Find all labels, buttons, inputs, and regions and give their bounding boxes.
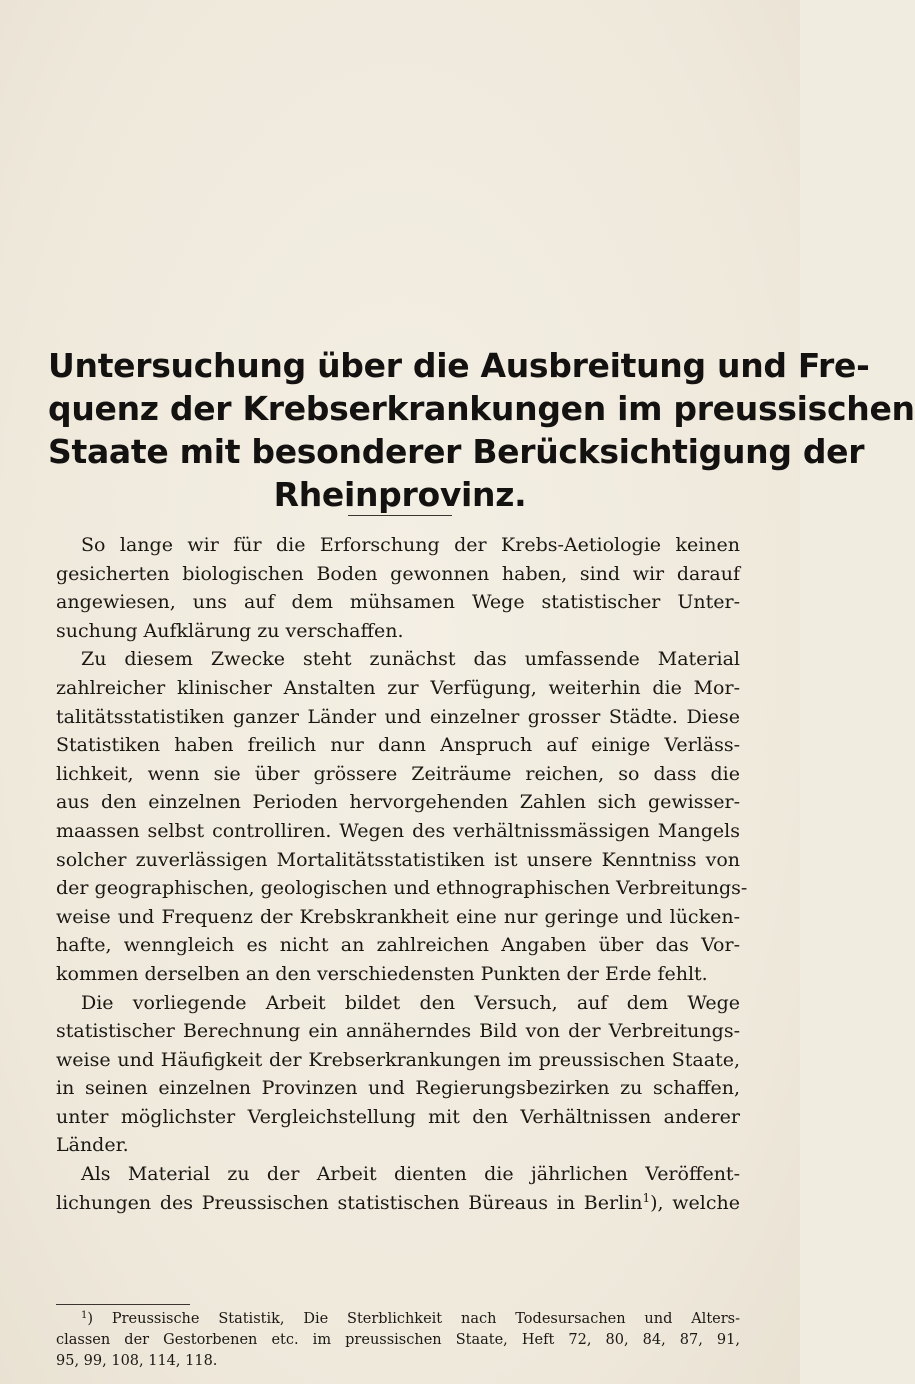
text-line: kommen derselben an den verschiedensten Punkten der Erde fehlt.	[56, 962, 708, 985]
text-line: hafte, wenngleich es nicht an zahlreichen Angaben über das Vor-	[56, 934, 740, 957]
chapter-title	[48, 344, 915, 516]
text-line	[56, 1189, 740, 1218]
text-line: Statistiken haben freilich nur dann Anspruch auf einige Verläss-	[56, 734, 740, 757]
title-line: quenz der Krebserkrankungen im preussischen	[48, 389, 915, 428]
body-text	[56, 531, 748, 1217]
text-line: angewiesen, uns auf dem mühsamen Wege statistischer Unter-	[56, 591, 740, 614]
footnote-divider	[56, 1304, 190, 1305]
title-line: Staate mit besonderer Berücksichtigung der	[48, 432, 865, 471]
title-line: Untersuchung über die Ausbreitung und Fre-	[48, 346, 870, 385]
text-line: solcher zuverlässigen Mortalitätsstatistiken ist unsere Kenntniss von	[56, 848, 740, 871]
text-line: weise und Häufigkeit der Krebserkrankungen im preussischen Staate,	[56, 1048, 740, 1071]
text-line: Die vorliegende Arbeit bildet den Versuch, auf dem Wege	[81, 991, 740, 1014]
text-line: Zu diesem Zwecke steht zunächst das umfassende Material	[81, 648, 740, 671]
text-line: So lange wir für die Erforschung der Krebs-Aetiologie keinen	[81, 534, 740, 556]
text-line: unter möglichster Vergleichstellung mit den Verhältnissen anderer	[56, 1105, 740, 1128]
text-line: gesicherten biologischen Boden gewonnen haben, sind wir darauf	[56, 562, 740, 585]
text-line: suchung Aufklärung zu verschaffen.	[56, 619, 404, 642]
text-line: Länder.	[56, 1134, 129, 1157]
text-line: maassen selbst controlliren. Wegen des verhältnissmässigen Mangels	[56, 819, 740, 842]
text-line: Als Material zu der Arbeit dienten die jährlichen Veröffent-	[81, 1163, 740, 1186]
text-line-segment: ), welche	[650, 1191, 740, 1214]
footnote-line	[56, 1309, 740, 1330]
text-line: lichkeit, wenn sie über grössere Zeiträume reichen, so dass die	[56, 762, 740, 785]
text-line: in seinen einzelnen Provinzen und Regierungsbezirken zu schaffen,	[56, 1077, 740, 1100]
footnote-reference[interactable]: 1	[642, 1190, 651, 1205]
title-divider	[348, 515, 452, 516]
footnote-mark: 1	[81, 1310, 88, 1321]
text-line: statistischer Berechnung ein annäherndes Bild von der Verbreitungs-	[56, 1020, 740, 1043]
text-line: talitätsstatistiken ganzer Länder und einzelner grosser Städte. Diese	[56, 705, 740, 728]
footnote	[56, 1309, 740, 1372]
text-line: der geographischen, geologischen und ethnographischen Verbreitungs-	[56, 877, 748, 900]
text-line-segment: lichungen des Preussischen statistischen Büreaus in Berlin	[56, 1191, 643, 1214]
footnote-text: ) Preussische Statistik, Die Sterblichkeit nach Todesursachen und Alters-	[87, 1311, 740, 1327]
text-line: aus den einzelnen Perioden hervorgehenden Zahlen sich gewisser-	[56, 791, 740, 814]
footnote-line: 95, 99, 108, 114, 118.	[56, 1353, 218, 1369]
text-line: zahlreicher klinischer Anstalten zur Verfügung, weiterhin die Mor-	[56, 676, 740, 699]
text-line: weise und Frequenz der Krebskrankheit eine nur geringe und lücken-	[56, 905, 740, 928]
footnote-line: classen der Gestorbenen etc. im preussischen Staate, Heft 72, 80, 84, 87, 91,	[56, 1332, 740, 1348]
title-line: Rheinprovinz.	[273, 475, 527, 514]
